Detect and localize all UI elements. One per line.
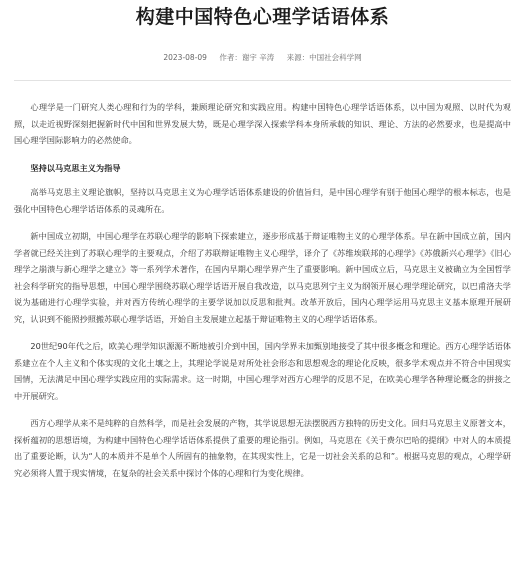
source-name: 中国社会科学网 [309,53,362,62]
publish-date: 2023-08-09 [163,53,207,62]
paragraph-intro: 心理学是一门研究人类心理和行为的学科，兼顾理论研究和实践应用。构建中国特色心理学话语体系，以中国为观照、以时代为观照，以走近视野深刻把握新时代中国和世界发展大势，既是心理学深入探索学科本身所承载的知识、理论、方法的必然要求，也是提高中国心理学国际影响力的必然使命。 [14,102,511,145]
author-label: 作者： [219,53,242,62]
author-names: 谢宇 辛涛 [241,53,275,62]
article-title: 构建中国特色心理学话语体系 [135,6,390,28]
paragraph: 西方心理学从来不是纯粹的自然科学，而是社会发展的产物，其学说思想无法摆脱西方独特的历史文化。回归马克思主义原著文本，探析蕴初的思想语境，为构建中国特色心理学话语体系提供了重要的理论指引。例如，马克思在《关于费尔巴哈的提纲》中对人的本质提出了重要论断，认为“人的本质并不是单个人所固有的抽象物，在其现实性上，它是一切社会关系的总和”。根据马克思的观点，心理学研究必须将人置于现实情境，在复杂的社会关系中探讨个体的心理和行为变化规律。 [14,418,511,478]
source-field [287,52,362,64]
header-divider [14,80,511,81]
paragraph: 新中国成立初期，中国心理学在苏联心理学的影响下探索建立，逐步形成基于辩证唯物主义的心理学体系。早在新中国成立前，国内学者就已经关注到了苏联心理学的主要观点，介绍了苏联辩证唯物主义心理学，译介了《苏维埃联邦的心理学》《苏俄新兴心理学》《旧心理学之崩溃与新心理学之建立》等一系列学术著作，在国内早期心理学界产生了重要影响。新中国成立后，马克思主义被确立为全国哲学社会科学研究的指导思想，中国心理学围绕苏联心理学话语开展自我改造，以马克思列宁主义为纲领开展心理学理论研究，以巴甫洛夫学说为基础进行心理学实验，并对西方传统心理学的主要学说加以反思和批判。改革开放后，国内心理学运用马克思主义基本原理开展研究，认识到不能照抄照搬苏联心理学话语，开始自主发展建立起基于辩证唯物主义的心理学话语体系。 [14,231,511,324]
author-field [219,52,274,64]
paragraph: 20世纪90年代之后，欧美心理学知识源源不断地被引介到中国，国内学界未加甄别地接受了其中很多概念和理论。西方心理学话语体系建立在个人主义和个体实现的文化土壤之上，其理论学说是对所处社会形态和思想观念的理论化反映，很多学术观点并不符合中国现实国情，无法满足中国心理学实践应用的实际需求。这一时期，中国心理学对西方心理学的反思不足，在欧美心理学各种理论概念的拼接之中开展研究。 [14,341,511,401]
source-label: 来源： [286,53,310,62]
article-meta [14,52,511,64]
paragraph: 高举马克思主义理论旗帜，坚持以马克思主义为心理学话语体系建设的价值旨归，是中国心理学有别于他国心理学的根本标志，也是强化中国特色心理学话语体系的灵魂所在。 [14,187,511,214]
section-heading: 坚持以马克思主义为指导 [30,162,121,173]
article-body [14,99,511,481]
